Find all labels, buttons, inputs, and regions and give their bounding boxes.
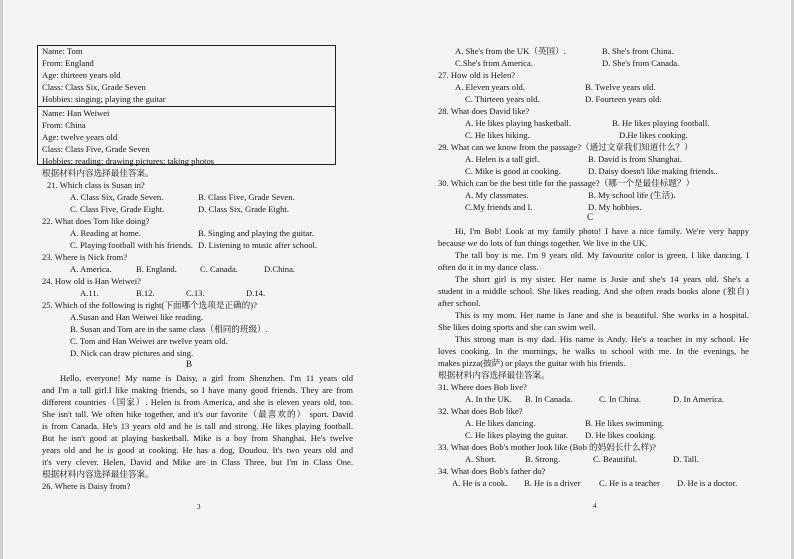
q29-option-a: A. Helen is a tall girl. <box>465 154 540 164</box>
q29-option-c: C. Mike is good at cooking. <box>465 166 561 176</box>
instruction-b: 根据材料内容选择最佳答案。 <box>42 469 154 479</box>
q33-stem: 33. What does Bob's mother look like (Bob 的妈妈长什么样)? <box>438 442 656 452</box>
passage-b-line: different countries（国家）. Helen is from America, and she is eleven years old, too. <box>42 397 353 407</box>
q32-option-b: B. He likes swimming. <box>585 418 665 428</box>
page-number-left: 3 <box>197 503 201 511</box>
q26-option-d: D. She's from Canada. <box>602 58 680 68</box>
q28-option-d: D.He likes cooking. <box>619 130 688 140</box>
profile-han-age: Age: twelve years old <box>42 132 118 142</box>
q24-option-d: D.14. <box>246 288 266 298</box>
profile-han-hobbies: Hobbies: reading; drawing pictures; taking photos <box>42 156 215 166</box>
passage-b-line: Hello, everyone! My name is Daisy, a girl from Shenzhen. I'm 11 years old <box>60 373 353 383</box>
q23-stem: 23. Where is Nick from? <box>42 252 128 262</box>
q21-option-d: D. Class Six, Grade Eight. <box>198 204 289 214</box>
q29-option-d: D. Daisy doesn't like making friends.. <box>588 166 718 176</box>
q22-option-b: B. Singing and playing the guitar. <box>198 228 314 238</box>
q27-stem: 27. How old is Helen? <box>438 70 516 80</box>
q25-option-b: B. Susan and Tom are in the same class（相同的班级）. <box>70 324 268 334</box>
q33-option-a: A. Short. <box>465 454 497 464</box>
passage-c-line: Hi, I'm Bob! Look at my family photo! I have a nice family. We're very happy <box>455 226 749 236</box>
q26-option-c: C.She's from America. <box>455 58 533 68</box>
q21-option-c: C. Class Five, Grade Eight. <box>70 204 165 214</box>
q26-option-b: B. She's from China. <box>602 46 674 56</box>
passage-c-line: This is my mom. Her name is Jane and she is beautiful. She works in a hospital. <box>455 310 749 320</box>
profile-tom-class: Class: Class Six, Grade Seven <box>42 82 146 92</box>
q31-option-c: C. In China. <box>599 394 642 404</box>
passage-c-line: because we do lots of fun things together. We live in the UK. <box>438 238 648 248</box>
q30-stem: 30. Which can be the best title for the passage?（哪一个是最佳标题？） <box>438 178 695 188</box>
q29-stem: 29. What can we know from the passage?（通过文章我们知道什么？） <box>438 142 693 152</box>
passage-c-line: This strong man is my dad. His name is Andy. He's a teacher in my school. He <box>455 334 749 344</box>
q31-option-b: B. In Canada. <box>525 394 573 404</box>
q25-stem: 25. Which of the following is right(下面哪个选项是正确的)? <box>42 300 257 310</box>
q22-option-a: A. Reading at home. <box>70 228 141 238</box>
q29-option-b: B. David is from Shanghai. <box>588 154 683 164</box>
q30-option-c: C.My friends and I. <box>465 202 533 212</box>
q23-option-c: C. Canada. <box>200 264 238 274</box>
q33-option-b: B. Strong. <box>525 454 561 464</box>
q24-option-b: B.12. <box>136 288 155 298</box>
q23-option-d: D.China. <box>264 264 296 274</box>
right-page <box>397 0 794 559</box>
q24-stem: 24. How old is Han Weiwei? <box>42 276 141 286</box>
q30-option-a: A. My classmates. <box>465 190 529 200</box>
passage-c-line: after school. <box>438 298 481 308</box>
profile-han-from: From: China <box>42 120 86 130</box>
q23-option-a: A. America. <box>70 264 112 274</box>
q32-option-c: C. He likes playing the guitar. <box>465 430 568 440</box>
q27-option-c: C. Thirteen years old. <box>465 94 540 104</box>
q27-option-b: B. Twelve years old. <box>585 82 656 92</box>
passage-b-line: But he isn't good at playing basketball. Mike is a boy from Shanghai. He's twelve <box>42 433 353 443</box>
q25-option-d: D. Nick can draw pictures and sing. <box>70 348 194 358</box>
q28-option-a: A. He likes playing basketball. <box>465 118 571 128</box>
q33-option-d: D. Tall. <box>673 454 699 464</box>
section-b-heading: B <box>186 359 193 369</box>
passage-b-line: She isn't tall. We often hike together, and it's our favorite（最喜欢的） sport. David <box>42 409 353 419</box>
q34-option-c: C. He is a teacher <box>599 478 660 488</box>
q22-stem: 22. What does Tom like doing? <box>42 216 150 226</box>
q21-option-b: B. Class Five, Grade Seven. <box>198 192 295 202</box>
q22-option-d: D. Listening to music after school. <box>198 240 318 250</box>
q30-option-d: D. My hobbies. <box>588 202 642 212</box>
q25-option-c: C. Tom and Han Weiwei are twelve years old. <box>70 336 228 346</box>
passage-c-line: student in a middle school. She likes reading. And she often reads books alone (独自) <box>438 286 749 296</box>
profile-han-name: Name: Han Weiwei <box>42 108 110 118</box>
q27-option-a: A. Eleven years old. <box>455 82 525 92</box>
instruction-c: 根据材料内容选择最佳答案。 <box>438 370 550 380</box>
q31-option-a: A. In the UK. <box>465 394 513 404</box>
q31-option-d: D. In America. <box>673 394 725 404</box>
passage-c-line: makes pizza(披萨) or plays the guitar with his friends. <box>438 358 626 368</box>
q34-option-b: B. He is a driver <box>524 478 581 488</box>
q34-stem: 34. What does Bob's father do? <box>438 466 546 476</box>
q34-option-d: D. He is a doctor. <box>677 478 738 488</box>
passage-c-line: The tall boy is me. I'm 9 years old. My favourite color is green. I like dancing. I <box>455 250 749 260</box>
q23-option-b: B. England. <box>136 264 177 274</box>
q24-option-c: C.13. <box>186 288 205 298</box>
q32-option-a: A. He likes dancing. <box>465 418 536 428</box>
passage-c-line: often do it in my dance class. <box>438 262 539 272</box>
q21-stem: 21. Which class is Susan in? <box>47 180 145 190</box>
profile-tom-name: Name: Tom <box>42 46 83 56</box>
q24-option-a: A.11. <box>80 288 99 298</box>
q31-stem: 31. Where does Bob live? <box>438 382 527 392</box>
q32-stem: 32. What does Bob like? <box>438 406 523 416</box>
profile-han-class: Class: Class Five, Grade Seven <box>42 144 150 154</box>
q34-option-a: A. He is a cook. <box>452 478 508 488</box>
passage-b-line: years old and he is good at cooking. He has a dog, Doudou. It's two years old and <box>42 445 353 455</box>
passage-c-line: The short girl is my sister. Her name is Josie and she's 14 years old. She's a <box>455 274 749 284</box>
profile-tom-age: Age: thirteen years old <box>42 70 121 80</box>
passage-b-line: is from Canada. He's 13 years old and he is tall and strong. He likes playing football. <box>42 421 353 431</box>
q30-option-b: B. My school life (生活). <box>588 190 676 200</box>
passage-b-line: it's very clever. Helen, David and Mike are in Class Three, but I'm in Class One. <box>42 457 353 467</box>
page-number-right: 4 <box>593 502 597 510</box>
section-c-heading: C <box>587 212 594 222</box>
q33-option-c: C. Beautiful. <box>593 454 638 464</box>
q26-option-a: A. She's from the UK（英国）. <box>455 46 566 56</box>
q32-option-d: D. He likes cooking. <box>585 430 656 440</box>
profile-tom-hobbies: Hobbies: singing; playing the guitar <box>42 94 166 104</box>
passage-b-line: and I'm a tall girl.I like making friends, so I have many good friends. They are from <box>42 385 353 395</box>
passage-c-line: loves cooking. In the mornings, he walks to school with me. In the evenings, he <box>438 346 749 356</box>
q21-option-a: A. Class Six, Grade Seven. <box>70 192 164 202</box>
q25-option-a: A.Susan and Han Weiwei like reading. <box>70 312 204 322</box>
instruction-a: 根据材料内容选择最佳答案。 <box>42 168 154 178</box>
scan-edge-left <box>0 0 3 559</box>
q26-stem: 26. Where is Daisy from? <box>42 481 131 491</box>
q27-option-d: D. Fourteen years old. <box>585 94 662 104</box>
profile-tom-from: From: England <box>42 58 94 68</box>
q28-option-b: B. He likes playing football. <box>612 118 710 128</box>
q28-option-c: C. He likes hiking. <box>465 130 530 140</box>
q22-option-c: C. Playing football with his friends. <box>70 240 193 250</box>
passage-c-line: She likes doing sports and she can swim well. <box>438 322 596 332</box>
q28-stem: 28. What does David like? <box>438 106 530 116</box>
